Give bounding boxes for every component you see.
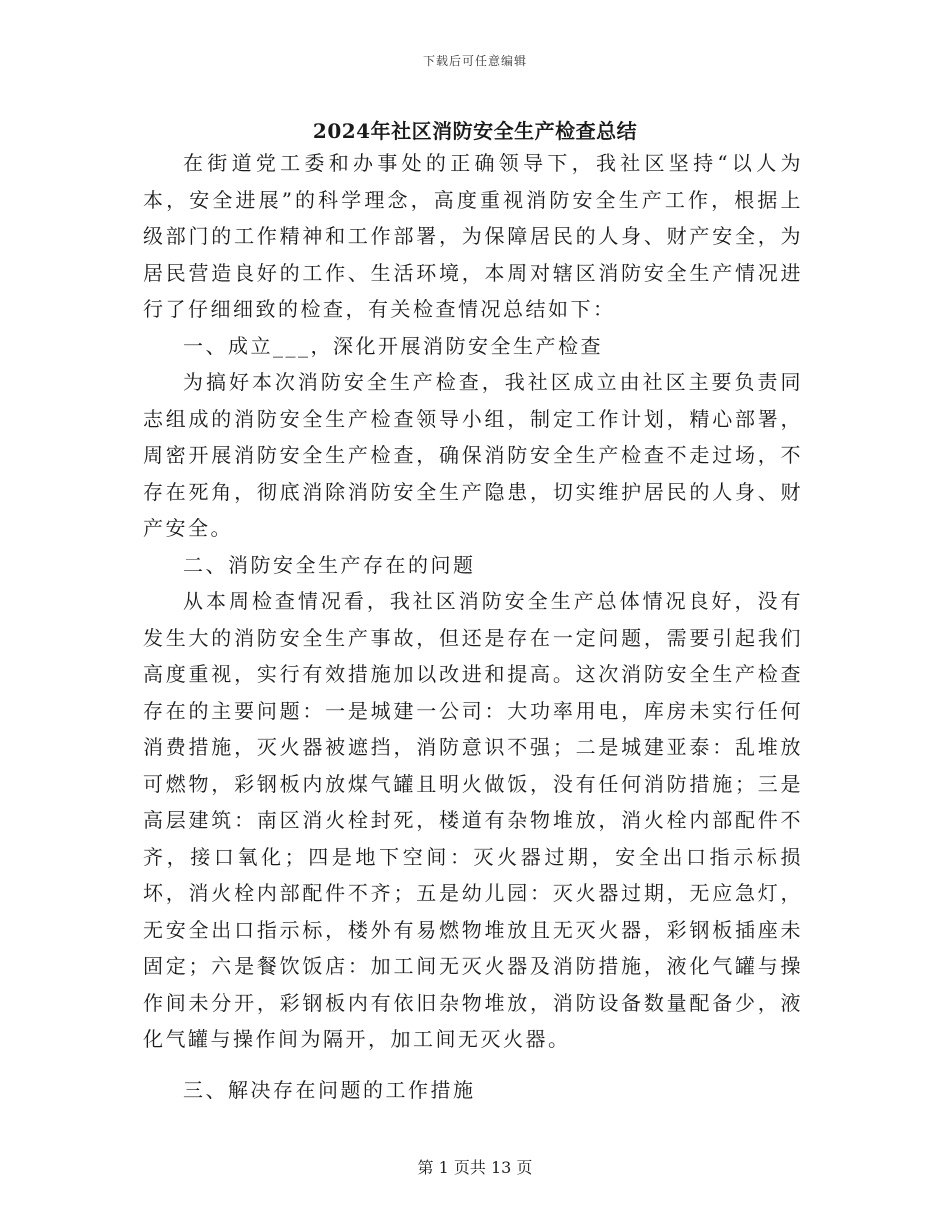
paragraph-section-2: 从本周检查情况看，我社区消防安全生产总体情况良好，没有发生大的消防安全生产事故，但还是存在一定问题，需要引起我们高度重视，实行有效措施加以改进和提高。这次消防安全生产检查存在的主要问题：一是城建一公司：大功率用电，库房未实行任何消费措施，灭火器被遮挡，消防意识不强；二是城建亚泰：乱堆放可燃物，彩钢板内放煤气罐且明火做饭，没有任何消防措施；三是高层建筑：南区消火栓封死，楼道有杂物堆放，消火栓内部配件不齐，接口氧化；四是地下空间：灭火器过期，安全出口指示标损坏，消火栓内部配件不齐；五是幼儿园：灭火器过期，无应急灯，无安全出口指示标，楼外有易燃物堆放且无灭火器，彩钢板插座未固定；六是餐饮饭店：加工间无灭火器及消防措施，液化气罐与操作间未分开，彩钢板内有依旧杂物堆放，消防设备数量配备少，液化气罐与操作间为隔开，加工间无灭火器。	[143, 589, 803, 1051]
paragraph-section-1: 为搞好本次消防安全生产检查，我社区成立由社区主要负责同志组成的消防安全生产检查领导小组，制定工作计划，精心部署，周密开展消防安全生产检查，确保消防安全生产检查不走过场，不存在死角，彻底消除消防安全生产隐患，切实维护居民的人身、财产安全。	[143, 370, 803, 540]
header-note: 下载后可任意编辑	[422, 54, 527, 68]
paragraph-intro: 在街道党工委和办事处的正确领导下，我社区坚持“以人为本，安全进展”的科学理念，高度重视消防安全生产工作，根据上级部门的工作精神和工作部署，为保障居民的人身、财产安全，为居民营造良好的工作、生活环境，本周对辖区消防安全生产情况进行了仔细细致的检查，有关检查情况总结如下：	[143, 151, 803, 321]
section-heading-1: 一、成立___，深化开展消防安全生产检查	[183, 333, 603, 358]
document-body	[143, 145, 803, 1108]
page-number-footer: 第 1 页共 13 页	[417, 1158, 533, 1177]
section-heading-3: 三、解决存在问题的工作措施	[183, 1077, 476, 1102]
section-heading-2: 二、消防安全生产存在的问题	[183, 552, 476, 577]
document-title: 2024年社区消防安全生产检查总结	[312, 119, 638, 143]
